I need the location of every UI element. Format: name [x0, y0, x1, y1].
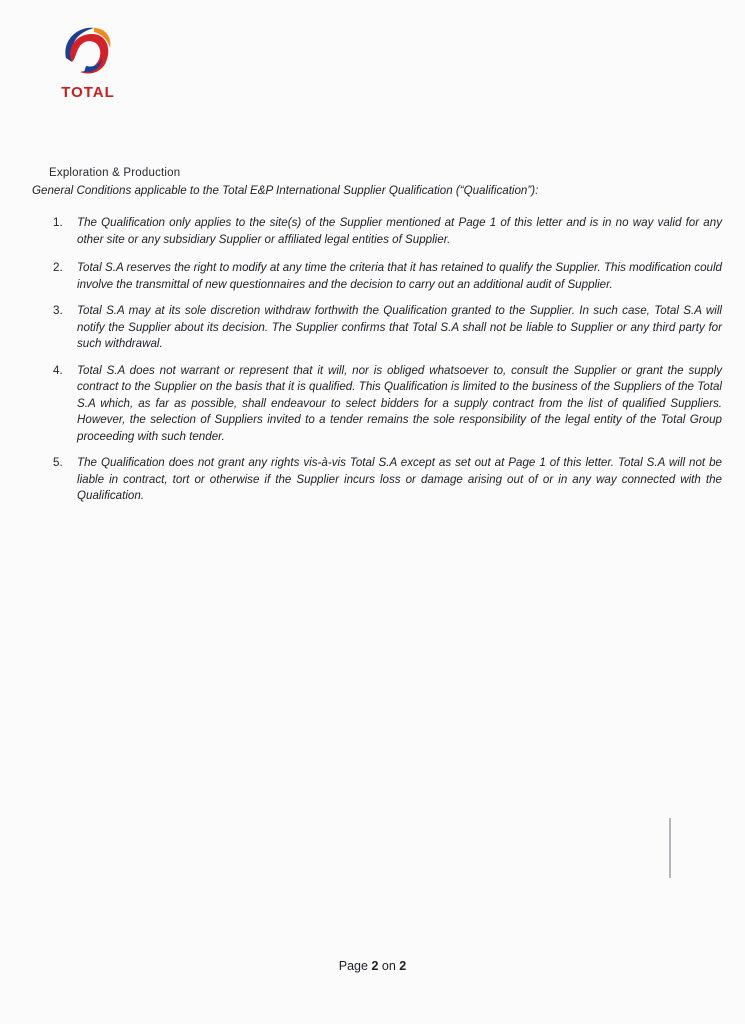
- condition-item: [32, 455, 722, 505]
- condition-text: Total S.A may at its sole discretion withdraw forthwith the Qualification granted to the Supplier. In such case, Total S.A will notify the Supplier about its decision. The Supplier confirms that Total S.A shall not be liable to Supplier or any third party for such withdrawal.: [77, 304, 722, 350]
- condition-text: Total S.A reserves the right to modify at any time the criteria that it has retained to qualify the Supplier. This modification could involve the transmittal of new questionnaires and the decision to carry out an additional audit of Supplier.: [77, 261, 722, 291]
- page-current: 2: [371, 959, 379, 973]
- total-logo-icon: [56, 18, 114, 82]
- division-heading: Exploration & Production: [49, 167, 181, 179]
- page-total: 2: [399, 959, 407, 973]
- total-wordmark: TOTAL: [61, 84, 115, 101]
- intro-text: General Conditions applicable to the Total E&P International Supplier Qualification (“Qualification”):: [32, 184, 539, 197]
- condition-number: 3.: [53, 304, 63, 317]
- condition-number: 2.: [53, 261, 63, 274]
- condition-item: [32, 215, 722, 248]
- pen-mark: [668, 818, 672, 878]
- condition-text: Total S.A does not warrant or represent that it will, nor is obliged whatsoever to, consult the Supplier or grant the supply contract to the Supplier on the basis that it is qualified. This Qualification is limited to the business of the Suppliers of the Total S.A which, as far as possible, shall endeavour to select bidders for a supply contract from the list of qualified Suppliers. However, the selection of Suppliers invited to a tender remains the sole responsibility of the legal entity of the Total Group proceeding with such tender.: [77, 363, 722, 443]
- page-word: Page: [338, 959, 368, 973]
- condition-item: [32, 303, 722, 353]
- condition-item: [32, 363, 722, 446]
- page-number: [0, 959, 745, 973]
- condition-item: [32, 260, 722, 293]
- condition-number: 4.: [53, 363, 63, 377]
- condition-text: The Qualification does not grant any rights vis-à-vis Total S.A except as set out at Page 1 of this letter. Total S.A will not be liable in contract, tort or otherwise if the Supplier incurs loss or damage arising out of or in any way connected with the Qualification.: [77, 456, 722, 502]
- condition-number: 1.: [53, 216, 63, 229]
- conditions-list: [32, 215, 722, 505]
- page-sep: on: [381, 959, 396, 973]
- condition-text: The Qualification only applies to the site(s) of the Supplier mentioned at Page 1 of this letter and is in no way valid for any other site or any subsidiary Supplier or affiliated legal entities of Supplier.: [77, 216, 722, 246]
- condition-number: 5.: [53, 456, 63, 469]
